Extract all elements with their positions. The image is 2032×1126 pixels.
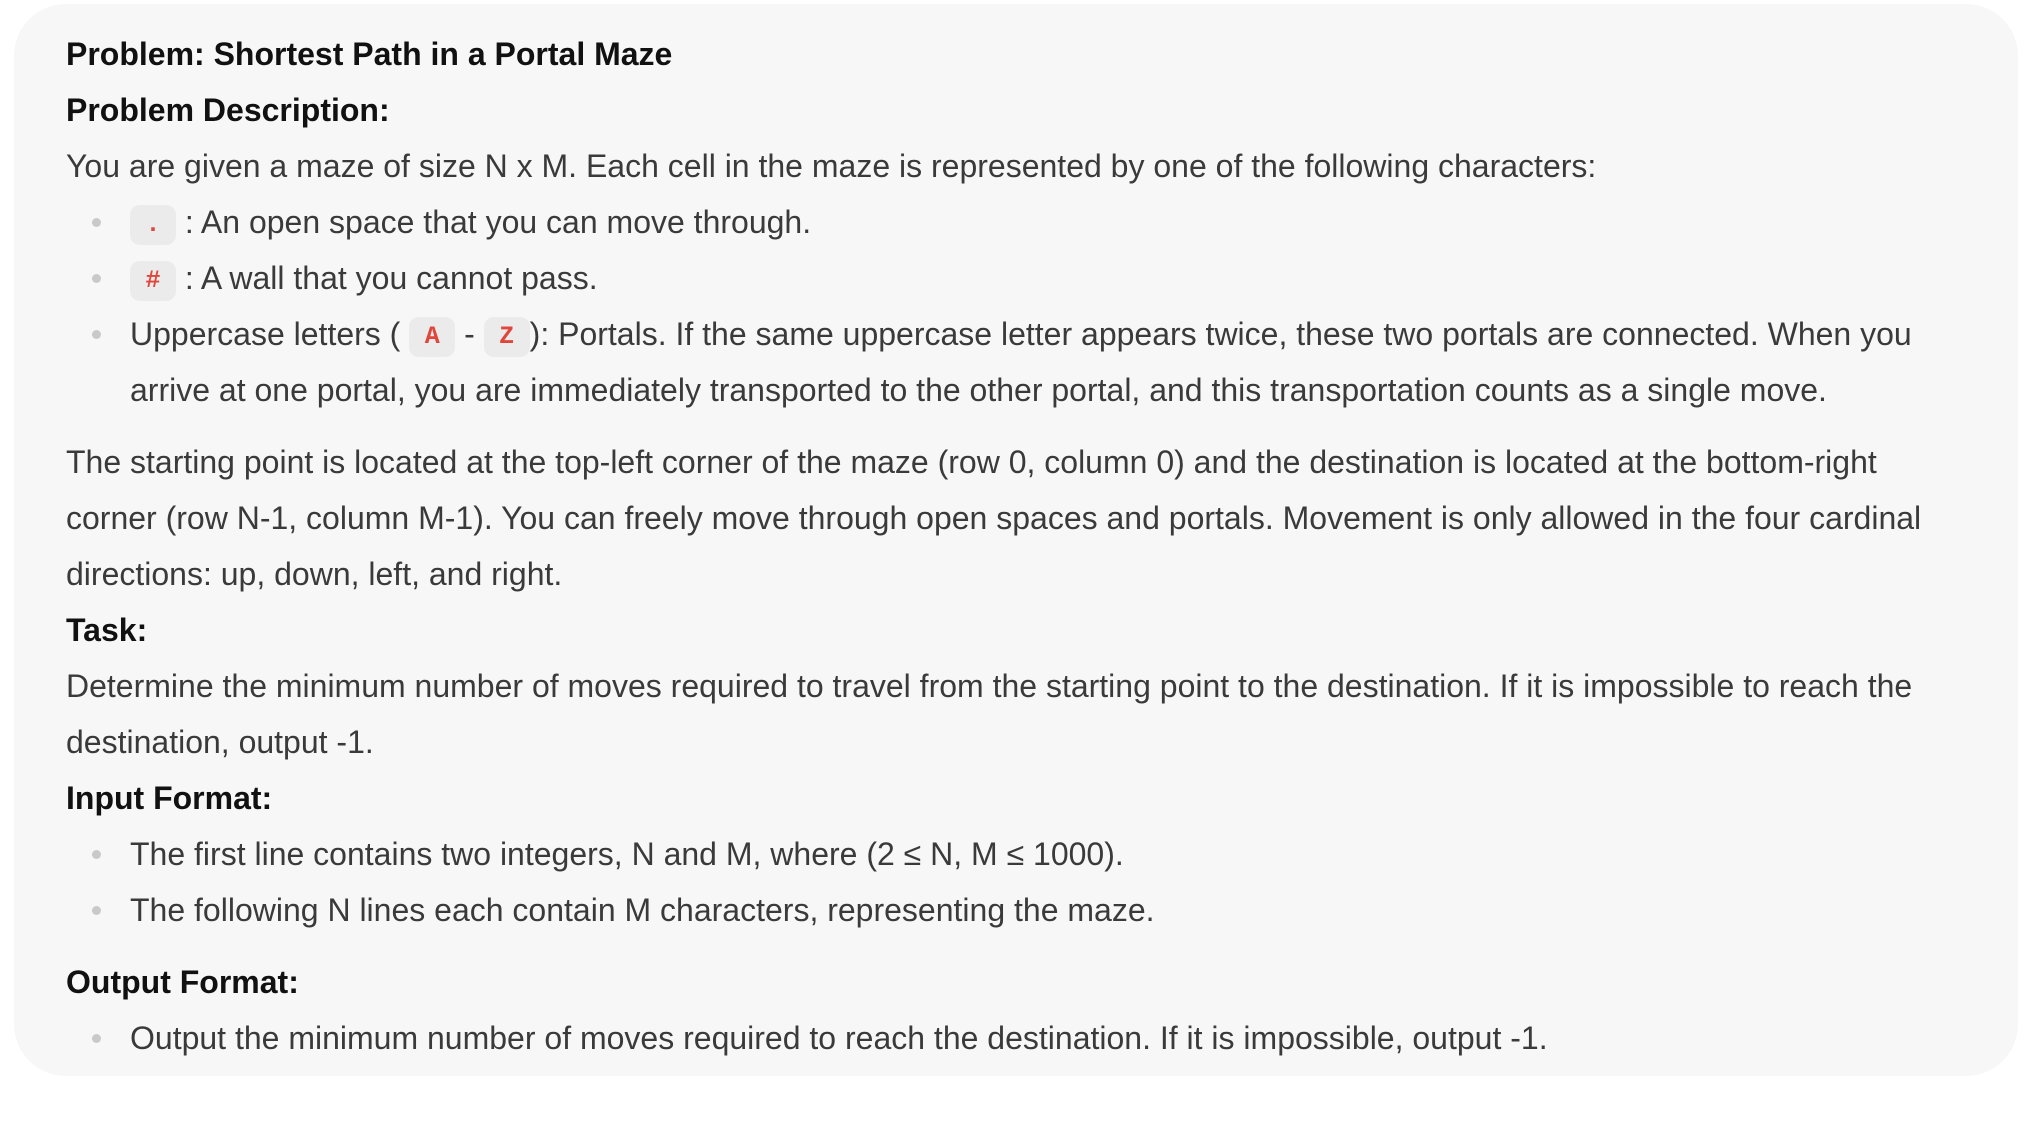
task-text: Determine the minimum number of moves required to travel from the starting point to the destination. If it is impossible to reach the destination, output -1.: [66, 668, 1913, 760]
code-dot: .: [130, 205, 176, 245]
list-item: Output the minimum number of moves required to reach the destination. If it is impossible, output -1.: [66, 1010, 1966, 1066]
list-item-text: : An open space that you can move through.: [184, 204, 812, 240]
movement-paragraph: The starting point is located at the top-left corner of the maze (row 0, column 0) and the destination is located at the bottom-right corner (row N-1, column M-1). You can freely move through open spaces and portals. Movement is only allowed in the four cardinal directions: up, down, left, and right.: [66, 444, 1922, 592]
output-format-list: [66, 1010, 1966, 1066]
code-z: Z: [484, 317, 530, 357]
description-intro: You are given a maze of size N x M. Each cell in the maze is represented by one of the following characters:: [66, 148, 1597, 184]
problem-card: [14, 4, 2018, 1076]
list-item: The following N lines each contain M characters, representing the maze.: [66, 882, 1966, 938]
portal-dash: -: [464, 316, 475, 352]
description-heading: Problem Description:: [66, 92, 390, 128]
portal-prefix: Uppercase letters (: [130, 316, 401, 352]
input-format-heading: Input Format:: [66, 780, 273, 816]
input-format-list: [66, 826, 1966, 938]
character-list: [66, 194, 1966, 418]
output-format-heading: Output Format:: [66, 964, 299, 1000]
code-a: A: [409, 317, 455, 357]
list-item-open-space: [66, 194, 1966, 250]
problem-title: Problem: Shortest Path in a Portal Maze: [66, 36, 673, 72]
list-item: The first line contains two integers, N and M, where (2 ≤ N, M ≤ 1000).: [66, 826, 1966, 882]
list-item-portals: [66, 306, 1966, 418]
code-hash: #: [130, 261, 176, 301]
list-item-wall: [66, 250, 1966, 306]
task-heading: Task:: [66, 612, 148, 648]
list-item-text: : A wall that you cannot pass.: [184, 260, 598, 296]
portal-suffix: ): Portals. If the same uppercase letter appears twice, these two portals are connected. When you arrive at one portal, you are immediately transported to the other portal, and this transportation counts as a single move.: [130, 316, 1912, 408]
